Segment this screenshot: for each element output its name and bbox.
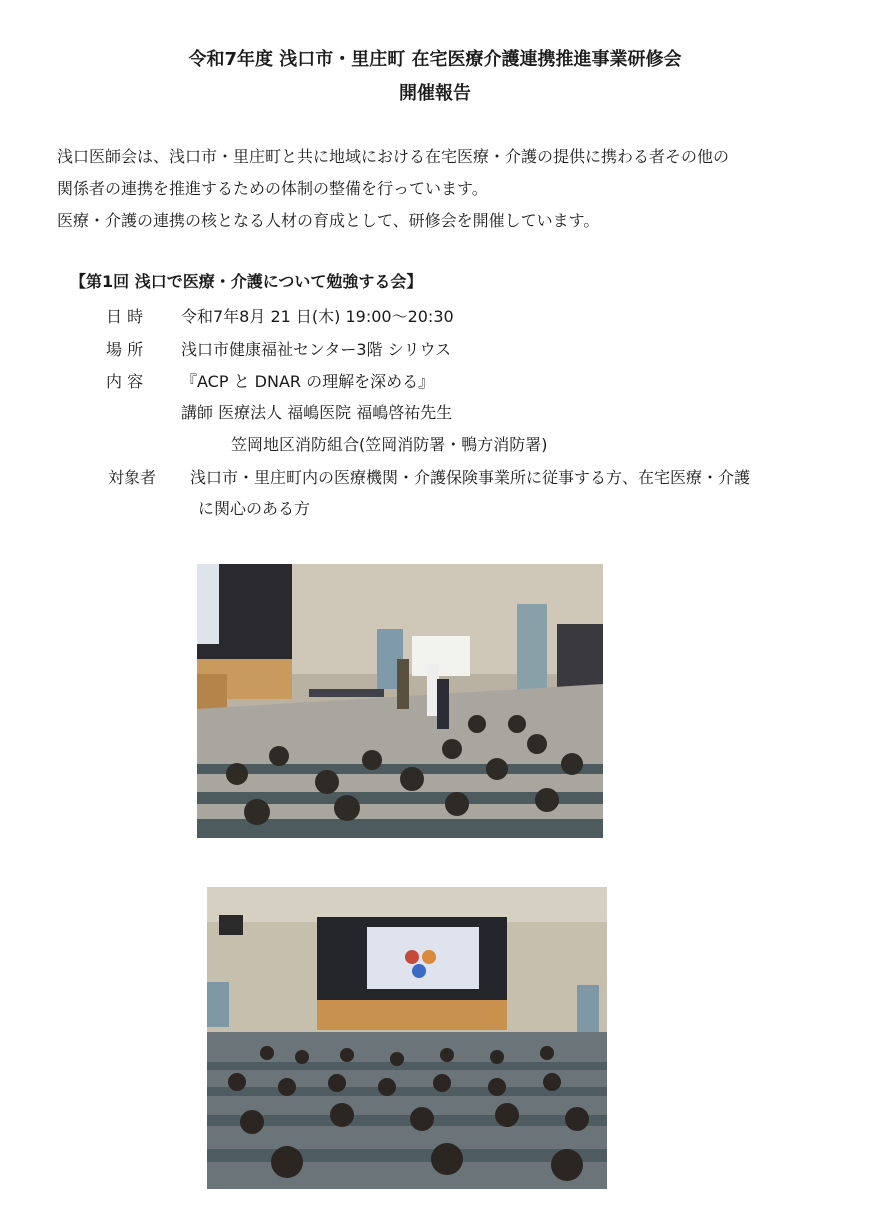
target-value-line-2: に関心のある方 — [198, 499, 311, 518]
place-value: 浅口市健康福祉センター3階 シリウス — [181, 340, 452, 359]
page-title-line1: 令和7年度 浅口市・里庄町 在宅医療介護連携推進事業研修会 — [188, 49, 682, 70]
content-value: 『ACP と DNAR の理解を深める』 — [181, 372, 435, 391]
intro-line-2: 関係者の連携を推進するための体制の整備を行っています。 — [57, 179, 488, 198]
place-label: 場 所 — [106, 340, 144, 359]
lecturer-line-1: 講師 医療法人 福嶋医院 福嶋啓祐先生 — [181, 403, 453, 422]
seminar-photo-1 — [197, 564, 603, 838]
lecturer-line-2: 笠岡地区消防組合(笠岡消防署・鴨方消防署) — [231, 435, 548, 454]
datetime-value: 令和7年8月 21 日(木) 19:00～20:30 — [181, 307, 454, 326]
target-value-line-1: 浅口市・里庄町内の医療機関・介護保険事業所に従事する方、在宅医療・介護 — [190, 468, 751, 487]
page-title-line2: 開催報告 — [399, 83, 471, 104]
target-label: 対象者 — [108, 468, 157, 487]
content-label: 内 容 — [106, 372, 144, 391]
intro-line-3: 医療・介護の連携の核となる人材の育成として、研修会を開催しています。 — [57, 211, 600, 230]
seminar-photo-2 — [207, 887, 607, 1189]
session-heading: 【第1回 浅口で医療・介護について勉強する会】 — [70, 272, 423, 291]
datetime-label: 日 時 — [106, 307, 144, 326]
intro-line-1: 浅口医師会は、浅口市・里庄町と共に地域における在宅医療・介護の提供に携わる者その他の — [57, 147, 730, 166]
